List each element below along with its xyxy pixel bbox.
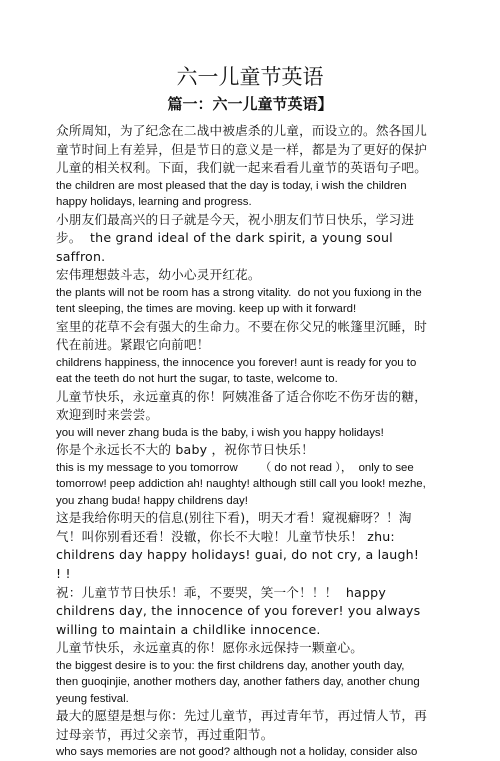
english-paragraph: the biggest desire is to you: the first childrens day, another youth day, then guoqinjie, another mothers day, another fathers day, another chung yeung festival. [56,659,423,705]
document-body [56,122,428,761]
chinese-paragraph: 这是我给你明天的信息(别往下看)，明天才看！窥视癖呀？！淘气！叫你别看还看！没辙，你长不大啦！儿童节快乐！ zhu: childrens day happy holidays! guai, do not cry, a laugh! ! ! [56,510,424,581]
chinese-paragraph: 儿童节快乐，永远童真的你！阿姨准备了适合你吃不伤牙齿的糖，欢迎到时来尝尝。 [56,388,428,423]
english-paragraph: the children are most pleased that the day is today, i wish the children happy holidays, learning and progress. [56,179,410,209]
document-subtitle: 篇一：六一儿童节英语】 [167,95,333,113]
document-title: 六一儿童节英语 [176,65,324,89]
english-paragraph: you will never zhang buda is the baby, i wish you happy holidays! [56,426,384,439]
english-paragraph: childrens happiness, the innocence you forever! aunt is ready for you to eat the teeth do not hurt the sugar, to taste, welcome to. [56,356,420,386]
chinese-paragraph: 你是个永远长不大的 baby ，祝你节日快乐！ [56,442,314,458]
english-paragraph: the plants will not be room has a strong vitality. do not you fuxiong in the tent sleeping, the times are moving. keep up with it forward! [56,286,425,316]
chinese-paragraph: 祝：儿童节节日快乐！乖，不要哭，笑一个！！！ happy childrens day, the innocence of you forever! you always willing to maintain a childlike innocence. [56,584,425,637]
chinese-paragraph: 众所周知，为了纪念在二战中被虐杀的儿童，而设立的。然各国儿童节时间上有差异，但是节日的意义是一样，都是为了更好的保护儿童的相关权利。下面，我们就一起来看看儿童节的英语句子吧。 [56,123,428,176]
chinese-paragraph: 最大的愿望是想与你：先过儿童节，再过青年节，再过情人节，再过母亲节，再过父亲节，再过重阳节。 [56,708,428,742]
chinese-paragraph: 宏伟理想鼓斗志，幼小心灵开红花。 [56,267,261,283]
english-paragraph: this is my message to you tomorrow （ do not read ）， only to see tomorrow! peep addiction ah! naughty! although still call you look! mezhe, you zhang buda! happy childrens day! [56,461,429,507]
chinese-paragraph: 小朋友们最高兴的日子就是今天，祝小朋友们节日快乐，学习进步。 the grand ideal of the dark spirit, a young soul saffron. [56,211,415,264]
chinese-paragraph: 室里的花草不会有强大的生命力。不要在你父兄的帐篷里沉睡，时代在前进。紧跟它向前吧！ [56,318,428,353]
chinese-paragraph: 儿童节快乐，永远童真的你！愿你永远保持一颗童心。 [56,640,364,656]
english-paragraph: who says memories are not good? although not a holiday, consider also [56,746,418,759]
